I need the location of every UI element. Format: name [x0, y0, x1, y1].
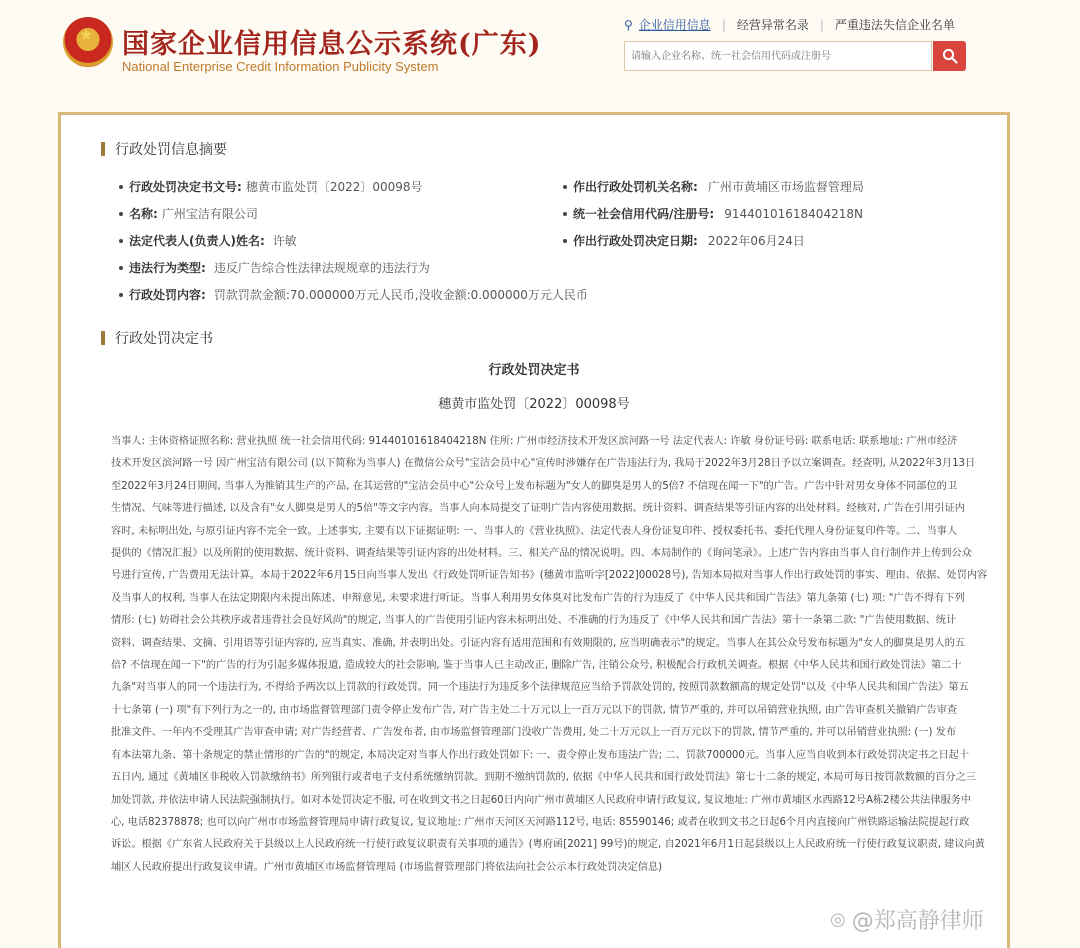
document-line: 有本法第九条、第十条规定的禁止情形的广告的"的规定, 本局决定对当事人作出行政处罚如下: 一、责令停止发布违法广告; 二、罚款700000元。当事人应当自收到本行政处罚决定书之日起十: [111, 749, 970, 761]
summary-heading: 行政处罚信息摘要: [101, 139, 227, 159]
document-line: 埔区人民政府提出行政复议申请。广州市黄埔区市场监督管理局 (市场监督管理部门将依法向社会公示本行政处罚决定信息): [111, 861, 663, 873]
nav-enterprise-credit[interactable]: 企业信用信息: [638, 18, 711, 32]
nav-abnormal-list[interactable]: 经营异常名录: [736, 18, 809, 32]
document-body: [111, 431, 999, 879]
document-title: 行政处罚决定书: [488, 363, 580, 378]
info-decision-date: 作出行政处罚决定日期: 2022年06月24日: [563, 232, 805, 249]
document-line: 提供的《情况汇报》以及所附的使用数据、统计资料、调查结果等引证内容的出处材料。三、相关产品的情况说明。四、本局制作的《询问笔录》。上述广告内容由当事人自行制作并上传到公众: [111, 548, 972, 560]
document-line: 批准文件、一年内不受理其广告审查申请; 对广告经营者、广告发布者, 由市场监督管理部门没收广告费用, 处二十万元以上一百万元以下的罚款, 情节严重的, 并可以吊销营业执照: (一) 发布: [111, 727, 957, 739]
weibo-watermark: ◎ @郑高静律师: [830, 909, 984, 934]
document-line: 生情况、气味等进行描述, 以及含有"女人脚臭是男人的5倍"等文字内容。当事人向本局提交了证明广告内容使用数据、统计资料、调查结果等引证内容的出处材料。经核对, 广告在引用引证内: [111, 503, 965, 515]
heading-marker: [101, 331, 105, 345]
decision-heading: 行政处罚决定书: [101, 328, 213, 348]
document-line: 资料、调查结果、文摘、引用语等引证内容的, 应当真实、准确, 并表明出处。引证内容有适用范围和有效期限的, 应当明确表示"的规定。当事人在其公众号发布标题为"女人的脚臭是男人的五: [111, 637, 965, 649]
info-decision-no: 行政处罚决定书文号: 穗黄市监处罚〔2022〕00098号: [119, 178, 423, 195]
document-number: 穗黄市监处罚〔2022〕00098号: [438, 397, 630, 412]
search-icon: ⚲: [624, 17, 633, 32]
nav-divider: |: [819, 17, 824, 32]
document-line: 号进行宣传, 广告费用无法计算。本局于2022年6月15日向当事人发出《行政处罚听证告知书》(穗黄市监听字[2022]00028号), 告知本局拟对当事人作出行政处罚的事实、理由、依据、处罚内容: [111, 570, 988, 582]
magnifier-icon: [942, 48, 958, 64]
site-subtitle: National Enterprise Credit Information Publicity System: [122, 59, 439, 74]
info-authority: 作出行政处罚机关名称: 广州市黄埔区市场监督管理局: [563, 178, 864, 195]
document-line: 五日内, 通过《黄埔区非税收入罚款缴纳书》所列银行或者电子支付系统缴纳罚款。到期不缴纳罚款的, 依据《中华人民共和国行政处罚法》第七十二条的规定, 本局可每日按罚款数额的百分之三: [111, 772, 976, 784]
document-line: 至2022年3月24日期间, 当事人为推销其生产的产品, 在其运营的"宝洁会员中心"公众号上发布标题为"女人的脚臭是男人的5倍? 不信现在闻一下"的广告。广告中针对男女身体不同部位的卫: [111, 480, 958, 492]
national-emblem-icon: ★: [63, 17, 113, 67]
document-line: 当事人: 主体资格证照名称: 营业执照 统一社会信用代码: 91440101618404218N 住所: 广州市经济技术开发区滨河路一号 法定代表人: 许敏 身份证号码: 联系电话: 联系地址: 广州市经济: [111, 436, 958, 447]
info-penalty-content: 行政处罚内容: 罚款罚款金额:70.000000万元人民币,没收金额:0.000000万元人民币: [119, 286, 588, 303]
document-line: 心, 电话82378878; 也可以向广州市市场监督管理局申请行政复议, 复议地址: 广州市天河区天河路112号, 电话: 85590146; 或者在收到文书之日起6个月内直接向广州铁路运输法院提起行政: [111, 816, 970, 828]
document-line: 诉讼。根据《广东省人民政府关于县级以上人民政府统一行使行政复议职责有关事项的通告》(粤府函[2021] 99号)的规定, 自2021年6月1日起县级以上人民政府统一行使行政复议职责, 建议向黄: [111, 839, 985, 851]
document-line: 情形: (七) 妨碍社会公共秩序或者违背社会良好风尚"的规定, 当事人的广告使用引证内容未标明出处、不准确的行为违反了《中华人民共和国广告法》第十一条第二款: "广告使用数据、统计: [111, 615, 957, 627]
document-line: 九条"对当事人的同一个违法行为, 不得给予两次以上罚款的行政处罚。同一个违法行为违反多个法律规范应当给予罚款处罚的, 按照罚款数额高的规定处罚"以及《中华人民共和国广告法》第五: [111, 682, 969, 694]
site-header: [0, 0, 1080, 88]
weibo-icon: ◎: [830, 909, 846, 930]
content-panel: [58, 112, 1010, 948]
top-nav: [624, 16, 955, 33]
document-line: 倍? 不信现在闻一下"的广告的行为引起多媒体报道, 造成较大的社会影响, 鉴于当事人已主动改正, 删除广告, 注销公众号, 积极配合行政机关调查。根据《中华人民共和国行政处罚法》第二十: [111, 660, 962, 672]
document-line: 技术开发区滨河路一号 因广州宝洁有限公司 (以下简称为当事人) 在微信公众号"宝洁会员中心"宣传时涉嫌存在广告违法行为, 我局于2022年3月28日予以立案调查。经查明, 从2022年3月13日: [111, 458, 976, 470]
document-line: 及当事人的权利, 当事人在法定期限内未提出陈述、申辩意见, 未要求进行听证。当事人利用男女体臭对比发布广告的行为违反了《中华人民共和国广告法》第九条第 (七) 项: "广告不得有下列: [111, 592, 965, 604]
info-legal-rep: 法定代表人(负责人)姓名: 许敏: [119, 232, 297, 249]
document-line: 加处罚款, 并依法申请人民法院强制执行。如对本处罚决定不服, 可在收到文书之日起60日内向广州市黄埔区人民政府申请行政复议, 复议地址: 广州市黄埔区水西路12号A栋2楼公共法律服务中: [111, 794, 972, 806]
nav-serious-violation-list[interactable]: 严重违法失信企业名单: [834, 18, 955, 32]
site-title: 国家企业信用信息公示系统(广东): [122, 29, 542, 60]
nav-divider: |: [721, 17, 726, 32]
document-line: 十七条第 (一) 项"有下列行为之一的, 由市场监督管理部门责令停止发布广告, 对广告主处二十万元以上一百万元以下的罚款, 情节严重的, 并可以吊销营业执照, 由广告审查机关撤销广告审查: [111, 704, 958, 716]
document-line: 容时, 未标明出处, 与原引证内容不完全一致。上述事实, 主要有以下证据证明: 一、当事人的《营业执照》、法定代表人身份证复印件、授权委托书、委托代理人身份证复印件等。二、当事人: [111, 525, 958, 537]
info-credit-code: 统一社会信用代码/注册号: 91440101618404218N: [563, 205, 863, 222]
search-input[interactable]: [624, 41, 932, 71]
search-button[interactable]: [933, 41, 966, 71]
heading-marker: [101, 142, 105, 156]
info-violation-type: 违法行为类型: 违反广告综合性法律法规规章的违法行为: [119, 259, 430, 276]
info-name: 名称: 广州宝洁有限公司: [119, 205, 258, 222]
